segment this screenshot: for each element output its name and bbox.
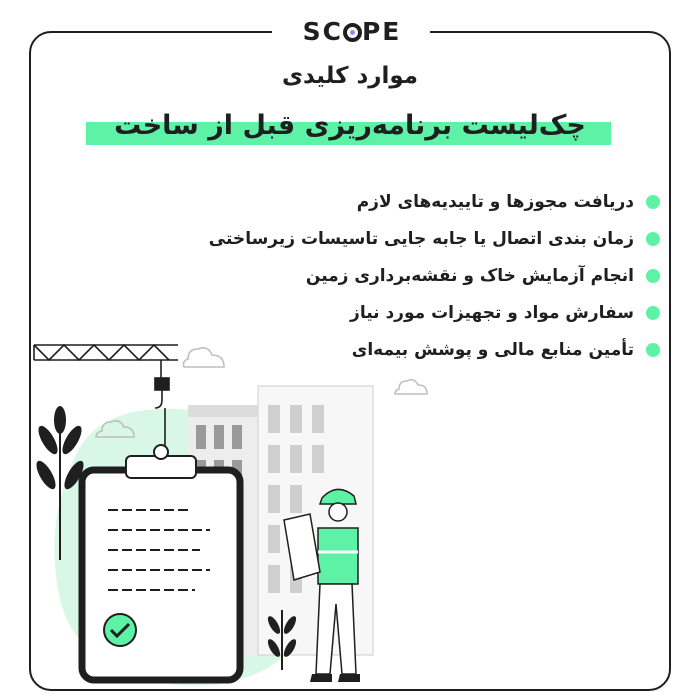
- list-item-text: تأمین منابع مالی و پوشش بیمه‌ای: [351, 339, 634, 360]
- page-title: چک‌لیست برنامه‌ریزی قبل از ساخت: [114, 110, 586, 141]
- page-subtitle: موارد کلیدی: [281, 63, 419, 89]
- list-item-text: انجام آزمایش خاک و نقشه‌برداری زمین: [305, 265, 634, 286]
- list-item-text: دریافت مجوزها و تاییدیه‌های لازم: [356, 191, 634, 212]
- clipboard-icon: [82, 445, 240, 680]
- checkmark-icon: [104, 614, 136, 646]
- brand-logo: SC PE: [302, 17, 402, 46]
- list-item-text: سفارش مواد و تجهیزات مورد نیاز: [350, 302, 634, 323]
- list-item-text: زمان بندی اتصال یا جابه جایی تاسیسات زیرساختی: [208, 228, 634, 249]
